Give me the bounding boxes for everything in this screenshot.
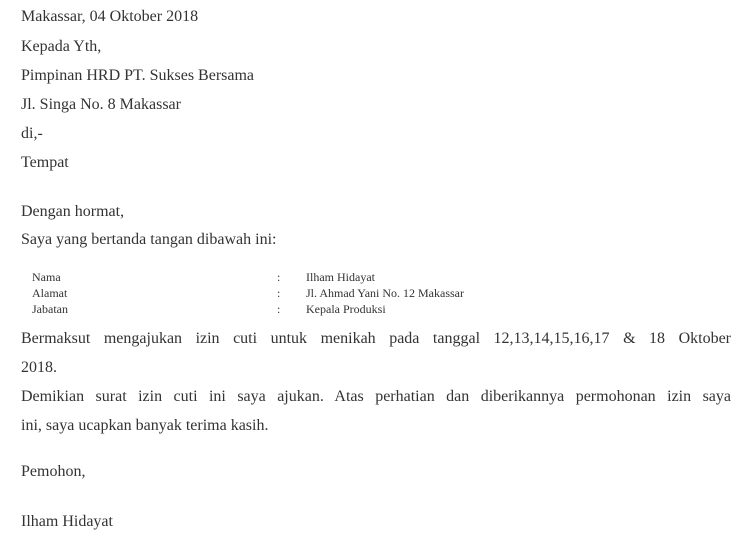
biodata-separator: :	[277, 286, 281, 300]
biodata-separator: :	[277, 302, 281, 316]
body-paragraph-request	[21, 324, 731, 382]
closing-label: Pemohon,	[21, 463, 86, 480]
recipient-address: Jl. Singa No. 8 Makassar	[21, 96, 181, 113]
recipient-di: di,-	[21, 125, 43, 142]
body-paragraph-request-line: 2018.	[21, 359, 57, 376]
body-paragraph-closing-line: Demikian surat izin cuti ini saya ajukan. Atas perhatian dan diberikannya permohonan izin saya	[21, 388, 731, 405]
intro-text: Saya yang bertanda tangan dibawah ini:	[21, 231, 277, 248]
body-paragraph-closing	[21, 382, 731, 440]
recipient-position: Pimpinan HRD PT. Sukses Bersama	[21, 67, 255, 84]
biodata-label: Nama	[32, 270, 61, 284]
recipient-place: Tempat	[21, 154, 69, 171]
body-paragraph-closing-line: ini, saya ucapkan banyak terima kasih.	[21, 417, 269, 434]
biodata-label: Jabatan	[32, 302, 68, 316]
biodata-separator: :	[277, 270, 281, 284]
biodata-value: Ilham Hidayat	[306, 270, 375, 284]
biodata-value: Kepala Produksi	[306, 302, 386, 316]
biodata-value: Jl. Ahmad Yani No. 12 Makassar	[306, 286, 464, 300]
biodata-label: Alamat	[32, 286, 68, 300]
signer-name: Ilham Hidayat	[21, 513, 113, 530]
recipient-salutation: Kepada Yth,	[21, 38, 102, 55]
body-paragraph-request-line: Bermaksut mengajukan izin cuti untuk menikah pada tanggal 12,13,14,15,16,17 & 18 Oktober	[21, 330, 731, 347]
letter-date-place: Makassar, 04 Oktober 2018	[21, 8, 199, 25]
greeting: Dengan hormat,	[21, 203, 125, 220]
